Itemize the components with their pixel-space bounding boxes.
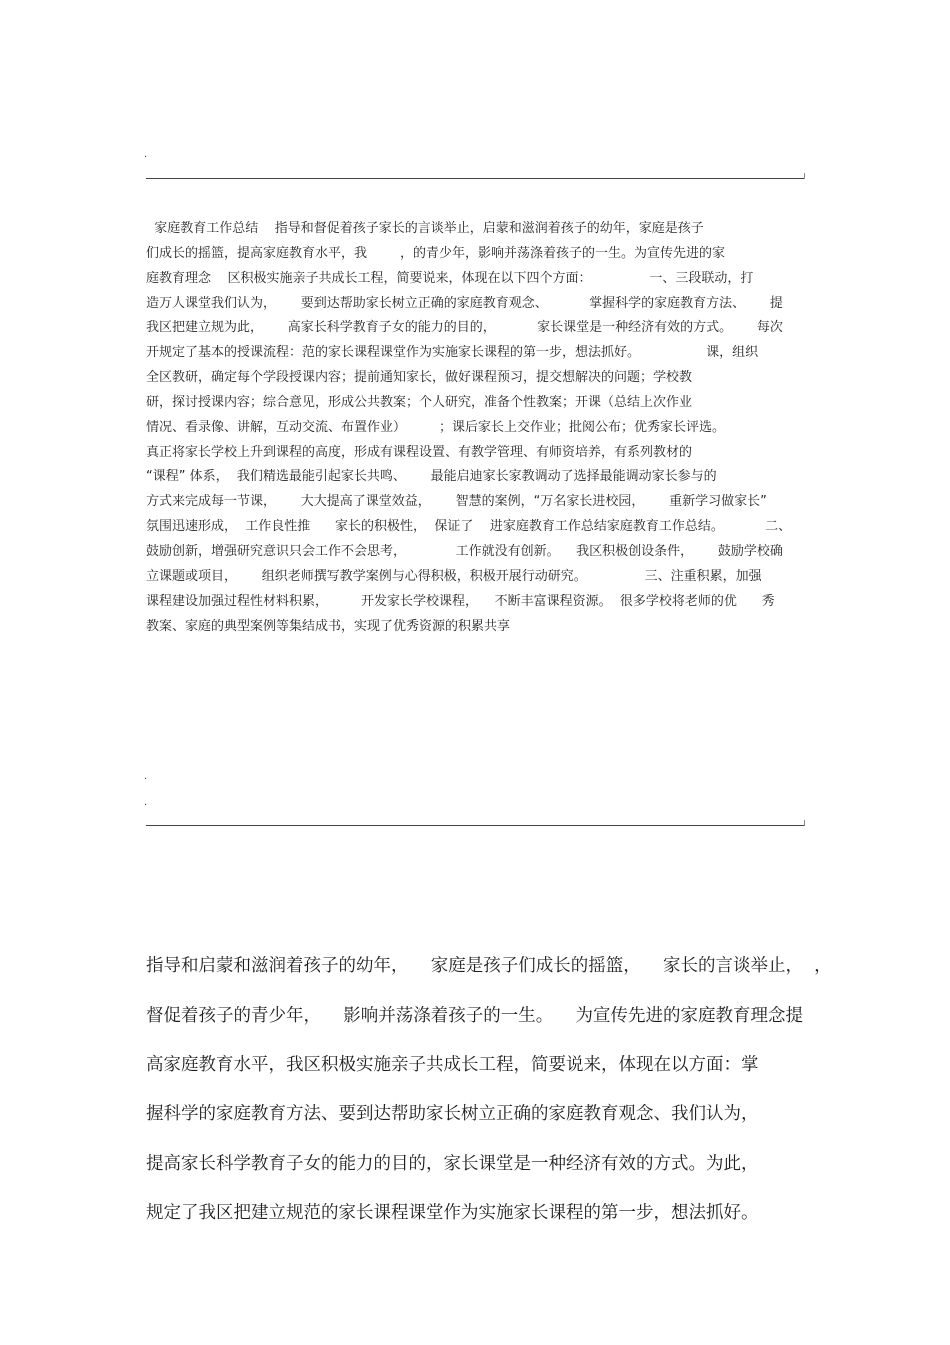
- paragraph-line: 家庭教育工作总结 指导和督促着孩子家长的言谈举止，启蒙和滋润着孩子的幼年，家庭是孩子: [146, 221, 704, 236]
- header-dot-mark: .: [144, 771, 148, 782]
- paragraph-line: 研，探讨授课内容；综合意见，形成公共教案；个人研究，准备个性教案；开课（总结上次作业: [146, 395, 693, 410]
- paragraph-line: 督促着孩子的青少年， 影响并荡涤着孩子的一生。 为宣传先进的家庭教育理念提: [146, 1006, 803, 1026]
- paragraph-line: 课程建设加强过程性材料积累， 开发家长学校课程， 不断丰富课程资源。 很多学校将老师的优 秀: [146, 594, 775, 609]
- paragraph-line: 指导和启蒙和滋润着孩子的幼年， 家庭是孩子们成长的摇篮， 家长的言谈举止， ，: [146, 956, 832, 976]
- paragraph-line: 鼓励创新，增强研究意识只会工作不会思考， 工作就没有创新。 我区积极创设条件， 鼓励学校确: [146, 544, 783, 559]
- paragraph-line: 方式来完成每一节课， 大大提高了课堂效益， 智慧的案例，“万名家长进校园， 重新学习做家长”: [146, 494, 767, 509]
- paragraph-line: 情况、看录像、讲解，互动交流、布置作业） ；课后家长上交作业；批阅公布；优秀家长评选。: [146, 420, 726, 435]
- paragraph-line: 们成长的摇篮，提高家庭教育水平，我 ，的青少年，影响并荡涤着孩子的一生。为宣传先进的家: [146, 246, 726, 261]
- paragraph-line: 我区把建立规为此， 高家长科学教育子女的能力的目的， 家长课堂是一种经济有效的方式。 每次: [146, 320, 783, 335]
- paragraph-line: 规定了我区把建立规范的家长课程课堂作为实施家长课程的第一步，想法抓好。: [146, 1203, 759, 1223]
- bottom-page-section: [0, 770, 950, 1345]
- paragraph-line: 提高家长科学教育子女的能力的目的，家长课堂是一种经济有效的方式。为此，: [146, 1154, 759, 1174]
- header-dot-mark: .: [144, 149, 148, 160]
- paragraph-line: “课程” 体系， 我们精选最能引起家长共鸣、 最能启迪家长家教调动了选择最能调动家长参与的: [146, 469, 717, 484]
- paragraph-line: 立课题或项目， 组织老师撰写教学案例与心得积极，积极开展行动研究。 三、注重积累，加强: [146, 569, 762, 584]
- paragraph-line: 握科学的家庭教育方法、要到达帮助家长树立正确的家庭教育观念、我们认为，: [146, 1104, 759, 1124]
- paragraph-line: 氛围迅速形成， 工作良性推 家长的积极性， 保证了 进家庭教育工作总结家庭教育工作总结。 二、: [146, 519, 792, 534]
- paragraph-line: 开规定了基本的授课流程：范的家长课程课堂作为实施家长课程的第一步，想法抓好。 课，组织: [146, 345, 759, 360]
- paragraph-line: 造万人课堂我们认为， 要到达帮助家长树立正确的家庭教育观念、 掌握科学的家庭教育方法、 提: [146, 296, 783, 311]
- paragraph-line: 庭教育理念 区积极实施亲子共成长工程，简要说来，体现在以下四个方面： 一、三段联动，打: [146, 271, 754, 286]
- header-rule: [146, 825, 804, 826]
- paragraph-line: 教案、家庭的典型案例等集结成书，实现了优秀资源的积累共享: [146, 619, 511, 634]
- header-rule: [146, 178, 804, 179]
- paragraph-line: 高家庭教育水平，我区积极实施亲子共成长工程，简要说来，体现在以方面：掌: [146, 1055, 759, 1075]
- header-dot-mark: .: [144, 797, 148, 808]
- paragraph-line: 全区教研，确定每个学段授课内容；提前通知家长，做好课程预习，提交想解决的问题；学校教: [146, 370, 693, 385]
- paragraph-line: 真正将家长学校上升到课程的高度，形成有课程设置、有教学管理、有师资培养，有系列教材的: [146, 445, 693, 460]
